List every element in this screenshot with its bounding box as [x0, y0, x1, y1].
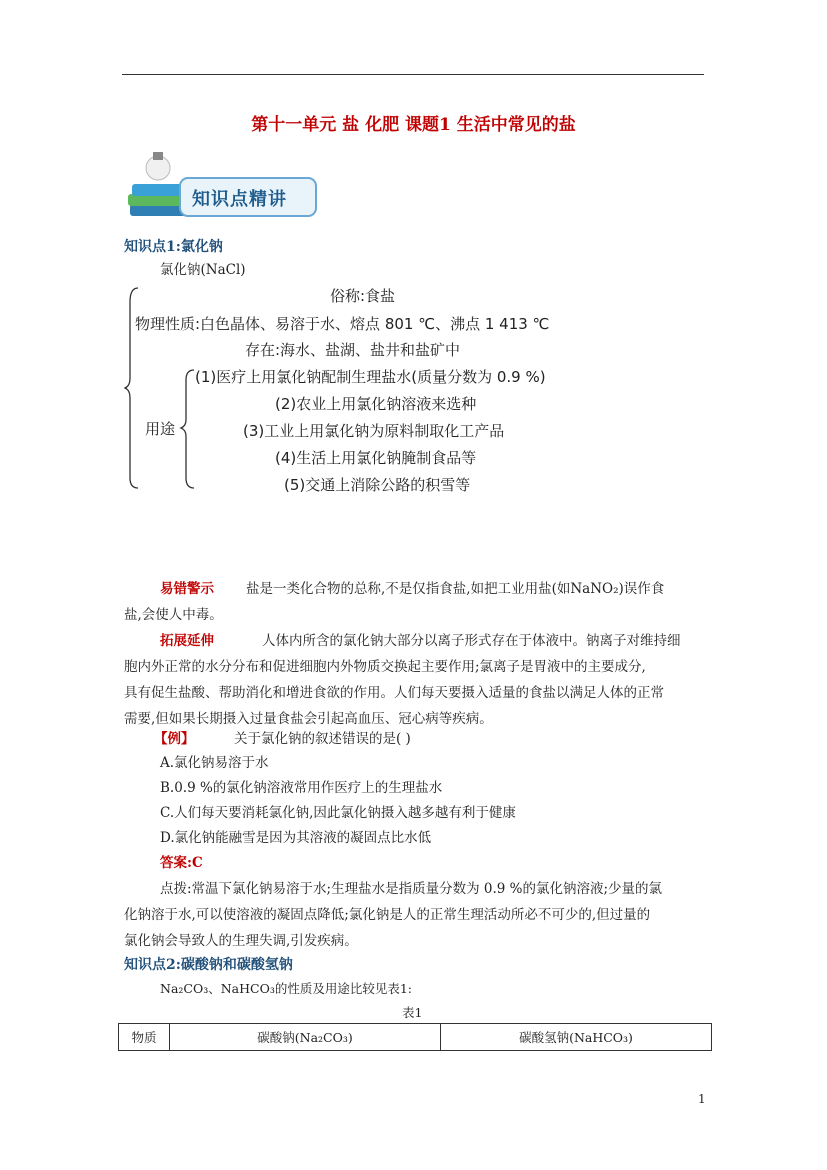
ext-text-3: 具有促生盐酸、帮助消化和增进食欲的作用。人们每天要摄入适量的食盐以满足人体的正常: [124, 685, 664, 701]
table-header-na2co3: 碳酸钠(Na₂CO₃): [170, 1024, 441, 1050]
badge-label: 知识点精讲: [192, 189, 287, 210]
hint-text-1: 点拨:常温下氯化钠易溶于水;生理盐水是指质量分数为 0.9 %的氯化钠溶液;少量的氯: [160, 881, 663, 897]
section2-intro: Na₂CO₃、NaHCO₃的性质及用途比较见表1:: [160, 981, 413, 996]
diagram-existence: 存在:海水、盐湖、盐井和盐矿中: [245, 341, 461, 359]
table-header-nahco3: 碳酸氢钠(NaHCO₃): [519, 1030, 633, 1045]
hint-text-3: 氯化钠会导致人的生理失调,引发疾病。: [124, 933, 358, 949]
diagram-uses-label: 用途: [145, 420, 176, 438]
ext-text-2: 胞内外正常的水分分布和促进细胞内外物质交换起主要作用;氯离子是胃液中的主要成分,: [124, 659, 646, 675]
ext-text-1: 人体内所含的氯化钠大部分以离子形式存在于体液中。钠离子对维持细: [262, 633, 681, 649]
section1-heading: 知识点1:氯化钠: [124, 239, 223, 255]
hint-text-2: 化钠溶于水,可以使溶液的凝固点降低;氯化钠是人的正常生理活动所必不可少的,但过量的: [124, 907, 651, 923]
diagram-use-3: (3)工业上用氯化钠为原料制取化工产品: [243, 422, 505, 440]
page-number: 1: [698, 1092, 706, 1106]
option-c: C.人们每天要消耗氯化钠,因此氯化钠摄入越多越有利于健康: [160, 805, 516, 821]
page-title: 第十一单元 盐 化肥 课题1 生活中常见的盐: [251, 115, 576, 135]
option-a: A.氯化钠易溶于水: [160, 755, 269, 771]
option-d: D.氯化钠能融雪是因为其溶液的凝固点比水低: [160, 830, 432, 846]
example-label: 【例】: [154, 731, 195, 747]
example-question: 关于氯化钠的叙述错误的是( ): [234, 731, 411, 747]
diagram-use-2: (2)农业上用氯化钠溶液来选种: [275, 395, 477, 413]
warn-label: 易错警示: [160, 581, 214, 597]
comparison-table-header: [118, 1023, 712, 1051]
warn-text-2: 盐,会使人中毒。: [124, 607, 223, 623]
diagram-physical: 物理性质:白色晶体、易溶于水、熔点 801 ℃、沸点 1 413 ℃: [135, 315, 550, 333]
diagram-use-1: (1)医疗上用氯化钠配制生理盐水(质量分数为 0.9 %): [195, 368, 546, 386]
diagram-use-5: (5)交通上消除公路的积雪等: [284, 476, 471, 494]
answer: 答案:C: [160, 855, 203, 871]
table-header-substance: 物质: [119, 1024, 170, 1050]
option-b: B.0.9 %的氯化钠溶液常用作医疗上的生理盐水: [160, 780, 443, 796]
nacl-formula: 氯化钠(NaCl): [160, 262, 246, 278]
diagram-alias: 俗称:食盐: [330, 287, 396, 305]
ext-text-4: 需要,但如果长期摄入过量食盐会引起高血压、冠心病等疾病。: [124, 711, 493, 727]
diagram-use-4: (4)生活上用氯化钠腌制食品等: [275, 449, 477, 467]
top-rule: [122, 74, 704, 75]
section2-heading: 知识点2:碳酸钠和碳酸氢钠: [124, 957, 293, 973]
warn-text-1: 盐是一类化合物的总称,不是仅指食盐,如把工业用盐(如NaNO₂)误作食: [246, 581, 665, 597]
table-caption: 表1: [402, 1005, 423, 1020]
ext-label: 拓展延伸: [160, 633, 214, 649]
